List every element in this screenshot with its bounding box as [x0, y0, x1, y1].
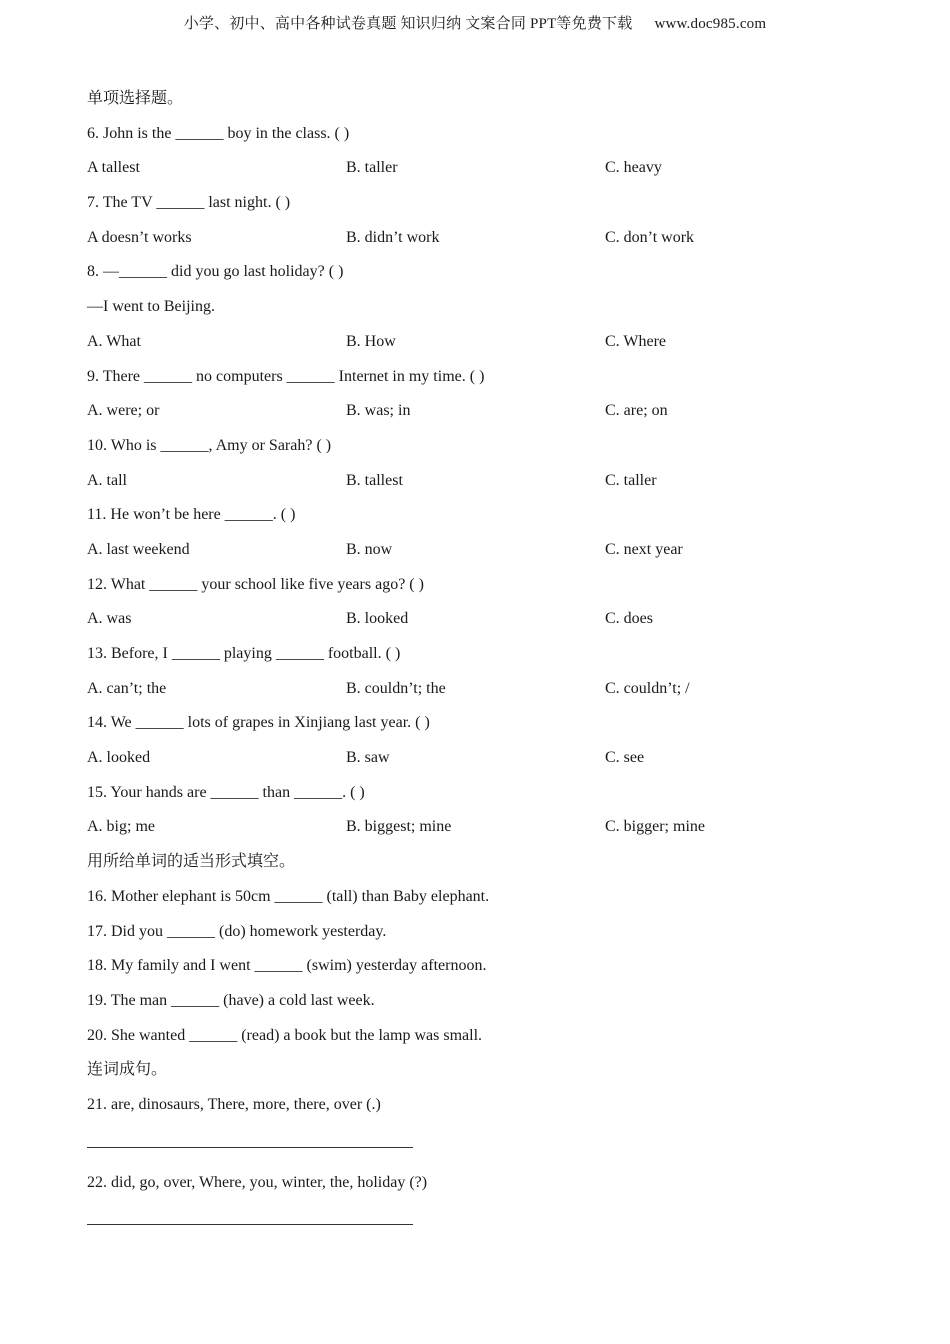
options-row	[87, 747, 887, 782]
option-b[interactable]: B. was; in	[346, 402, 411, 420]
option-c[interactable]: C. next year	[605, 540, 683, 558]
options-row	[87, 400, 887, 435]
option-b[interactable]: B. taller	[346, 159, 398, 177]
option-a[interactable]: A. were; or	[87, 402, 160, 420]
section-heading: 连词成句。	[87, 1061, 168, 1079]
question: 9. There ______ no computers ______ Internet in my time. ( )	[87, 367, 485, 385]
fill-blank-item: 17. Did you ______ (do) homework yesterday.	[87, 922, 387, 940]
option-a[interactable]: A doesn’t works	[87, 228, 192, 246]
option-a[interactable]: A. big; me	[87, 818, 155, 836]
fill-blank-item: 20. She wanted ______ (read) a book but the lamp was small.	[87, 1026, 483, 1044]
page-header	[0, 12, 950, 33]
option-b[interactable]: B. saw	[346, 749, 390, 767]
option-b[interactable]: B. didn’t work	[346, 228, 440, 246]
question: 15. Your hands are ______ than ______. ( )	[87, 783, 365, 801]
question: 12. What ______ your school like five years ago? ( )	[87, 575, 424, 593]
section-heading: 单项选择题。	[87, 90, 184, 107]
option-a[interactable]: A. What	[87, 332, 141, 350]
fill-blank-item: 18. My family and I went ______ (swim) yesterday afternoon.	[87, 957, 487, 975]
header-site[interactable]: www.doc985.com	[654, 16, 767, 32]
option-c[interactable]: C. Where	[605, 332, 667, 350]
options-row	[87, 539, 887, 574]
option-a[interactable]: A. tall	[87, 471, 127, 489]
answer-line[interactable]	[87, 1137, 413, 1148]
question: 6. John is the ______ boy in the class. ( )	[87, 124, 350, 142]
worksheet	[87, 88, 887, 1249]
options-row	[87, 678, 887, 713]
option-c[interactable]: C. are; on	[605, 402, 668, 420]
answer-line-wrap	[87, 1214, 887, 1249]
options-row	[87, 227, 887, 262]
options-row	[87, 470, 887, 505]
option-b[interactable]: B. tallest	[346, 471, 403, 489]
option-c[interactable]: C. couldn’t; /	[605, 679, 690, 697]
question: 7. The TV ______ last night. ( )	[87, 194, 291, 212]
question: 14. We ______ lots of grapes in Xinjiang last year. ( )	[87, 714, 430, 732]
option-c[interactable]: C. taller	[605, 471, 657, 489]
option-c[interactable]: C. bigger; mine	[605, 818, 705, 836]
option-b[interactable]: B. looked	[346, 610, 409, 628]
options-row	[87, 331, 887, 366]
option-c[interactable]: C. does	[605, 610, 653, 628]
option-c[interactable]: C. don’t work	[605, 228, 695, 246]
options-row	[87, 816, 887, 851]
option-a[interactable]: A tallest	[87, 159, 140, 177]
header-title: 小学、初中、高中各种试卷真题 知识归纳 文案合同 PPT等免费下载	[183, 16, 633, 32]
option-b[interactable]: B. How	[346, 332, 396, 350]
option-b[interactable]: B. now	[346, 540, 393, 558]
options-row	[87, 608, 887, 643]
question: 11. He won’t be here ______. ( )	[87, 506, 296, 524]
section-heading: 用所给单词的适当形式填空。	[87, 853, 296, 871]
option-b[interactable]: B. couldn’t; the	[346, 679, 446, 697]
option-c[interactable]: C. see	[605, 749, 645, 767]
fill-blank-item: 19. The man ______ (have) a cold last week.	[87, 991, 375, 1009]
multiple-choice-list	[87, 123, 887, 851]
question: 10. Who is ______, Amy or Sarah? ( )	[87, 436, 332, 454]
option-a[interactable]: A. last weekend	[87, 540, 190, 558]
fill-blank-item: 16. Mother elephant is 50cm ______ (tall) than Baby elephant.	[87, 887, 490, 905]
answer-line[interactable]	[87, 1214, 413, 1225]
answer-line-wrap	[87, 1137, 887, 1172]
question-response: —I went to Beijing.	[87, 298, 215, 316]
options-row	[87, 157, 887, 192]
option-b[interactable]: B. biggest; mine	[346, 818, 452, 836]
option-a[interactable]: A. looked	[87, 749, 151, 767]
word-order-item: 22. did, go, over, Where, you, winter, the, holiday (?)	[87, 1173, 428, 1191]
question: 8. —______ did you go last holiday? ( )	[87, 263, 344, 281]
option-a[interactable]: A. can’t; the	[87, 679, 167, 697]
option-a[interactable]: A. was	[87, 610, 132, 628]
word-order-item: 21. are, dinosaurs, There, more, there, over (.)	[87, 1095, 381, 1113]
question: 13. Before, I ______ playing ______ football. ( )	[87, 645, 401, 662]
option-c[interactable]: C. heavy	[605, 159, 662, 177]
